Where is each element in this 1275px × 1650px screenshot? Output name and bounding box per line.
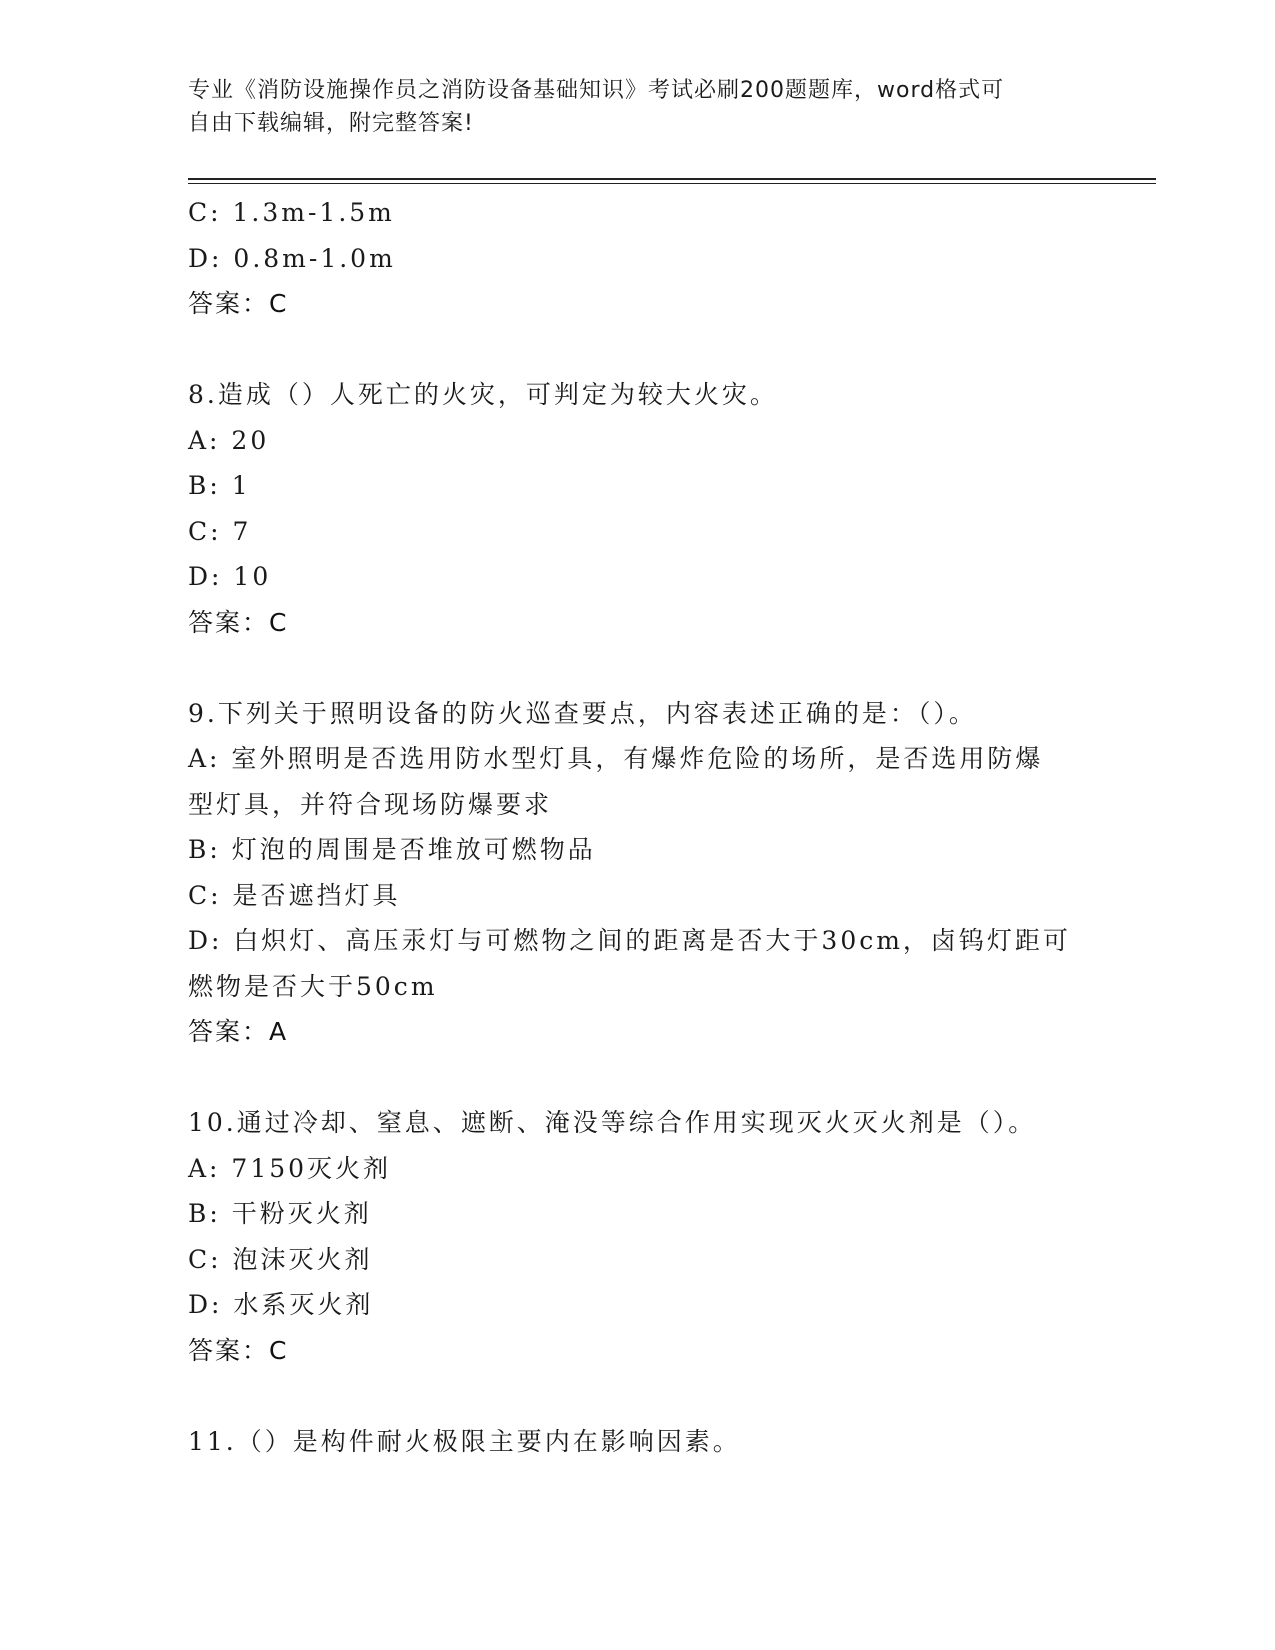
answer-line: 答案：C — [188, 607, 289, 637]
option-b: B: 灯泡的周围是否堆放可燃物品 — [188, 835, 596, 864]
answer-line: 答案：A — [188, 1017, 289, 1046]
header-line-1: 专业《消防设施操作员之消防设备基础知识》考试必刷200题题库，word格式可 — [188, 78, 1005, 103]
option-c: C: 1.3m-1.5m — [188, 198, 395, 227]
question-stem-8: 8.造成（）人死亡的火灾，可判定为较大火灾。 — [188, 380, 778, 409]
option-a: A: 7150灭火剂 — [188, 1153, 392, 1183]
option-d: D: 白炽灯、高压汞灯与可燃物之间的距离是否大于30cm，卤钨灯距可 — [188, 926, 1071, 955]
option-b: B: 干粉灭火剂 — [188, 1199, 372, 1228]
option-b: B: 1 — [188, 471, 251, 500]
spacer — [188, 327, 1088, 373]
option-c: C: 是否遮挡灯具 — [188, 880, 401, 910]
header-line-2: 自由下载编辑，附完整答案! — [188, 111, 474, 136]
question-list — [188, 190, 1088, 1464]
option-a-continued: 型灯具，并符合现场防爆要求 — [188, 789, 553, 819]
option-a: A: 20 — [188, 425, 270, 455]
option-c: C: 泡沫灭火剂 — [188, 1244, 373, 1274]
spacer — [188, 1373, 1088, 1419]
option-c: C: 7 — [188, 516, 252, 546]
option-d-continued: 燃物是否大于50cm — [188, 971, 438, 1001]
question-stem-10: 10.通过冷却、窒息、遮断、淹没等综合作用实现灭火灭火剂是（）。 — [188, 1108, 1037, 1137]
answer-line: 答案：C — [188, 289, 289, 318]
option-a: A: 室外照明是否选用防水型灯具，有爆炸危险的场所，是否选用防爆 — [188, 744, 1044, 773]
option-d: D: 0.8m-1.0m — [188, 243, 396, 273]
question-stem-9: 9.下列关于照明设备的防火巡查要点，内容表述正确的是：（）。 — [188, 698, 977, 728]
spacer — [188, 1055, 1088, 1101]
option-d: D: 10 — [188, 562, 272, 591]
question-stem-11: 11.（）是构件耐火极限主要内在影响因素。 — [188, 1426, 741, 1456]
option-d: D: 水系灭火剂 — [188, 1290, 374, 1319]
header-rule-thick — [188, 178, 1156, 180]
document-header — [188, 74, 1088, 140]
spacer — [188, 645, 1088, 691]
header-rule-thin — [188, 183, 1156, 184]
answer-line: 答案：C — [188, 1335, 289, 1365]
